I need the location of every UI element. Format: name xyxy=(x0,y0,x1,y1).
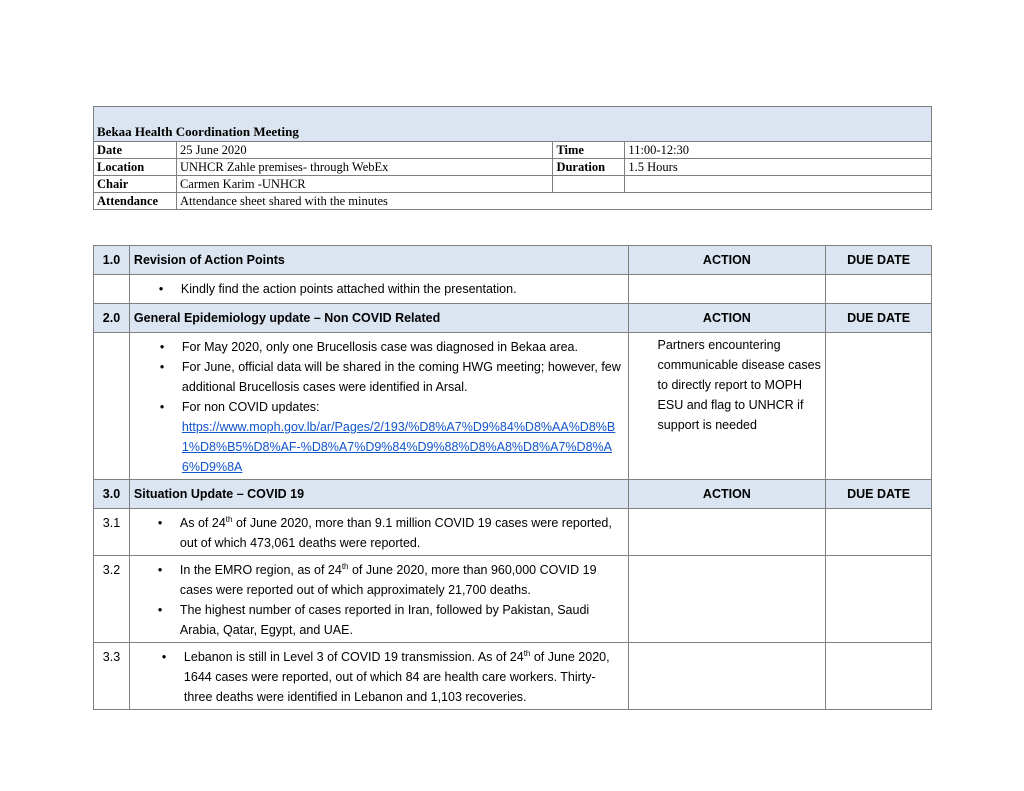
list-item-text: For non COVID updates: xyxy=(181,400,320,414)
action-column-header: ACTION xyxy=(628,246,826,275)
list-item: • Lebanon is still in Level 3 of COVID 19 transmission. As of 24th of June 2020, 1644 cases were reported, out of which 84 are health care workers. Thirty-three deaths were identified in Lebanon and 1,103 recoveries. xyxy=(184,647,624,707)
header-row-chair xyxy=(94,176,932,193)
bullet-list xyxy=(130,513,624,553)
empty-cell xyxy=(553,176,625,193)
location-value: UNHCR Zahle premises- through WebEx xyxy=(176,159,552,176)
due-date-cell xyxy=(826,509,932,556)
duration-label: Duration xyxy=(553,159,625,176)
due-date-cell xyxy=(826,333,932,480)
empty-cell xyxy=(94,275,130,304)
section-content-row xyxy=(94,333,932,480)
time-label: Time xyxy=(553,142,625,159)
row-number: 3.2 xyxy=(94,556,130,643)
list-item: • As of 24th of June 2020, more than 9.1 million COVID 19 cases were reported, out of which 473,061 deaths were reported. xyxy=(180,513,624,553)
meeting-title: Bekaa Health Coordination Meeting xyxy=(94,107,932,142)
row-number: 3.3 xyxy=(94,643,130,710)
table-row xyxy=(94,643,932,710)
header-title-row xyxy=(94,107,932,142)
list-item xyxy=(182,397,624,477)
due-date-column-header: DUE DATE xyxy=(826,480,932,509)
row-content xyxy=(129,643,628,710)
duration-value: 1.5 Hours xyxy=(625,159,932,176)
action-column-header: ACTION xyxy=(628,480,826,509)
bullet-list xyxy=(130,647,624,707)
bullet-list xyxy=(130,279,624,299)
list-item: • For June, official data will be shared in the coming HWG meeting; however, few additional Brucellosis cases were identified in Arsal. xyxy=(182,357,624,397)
header-row-date xyxy=(94,142,932,159)
time-value: 11:00-12:30 xyxy=(625,142,932,159)
empty-cell xyxy=(94,333,130,480)
section-content xyxy=(129,333,628,480)
section-content-row xyxy=(94,275,932,304)
moph-link[interactable]: https://www.moph.gov.lb/ar/Pages/2/193/%D8%A7%D9%84%D8%AA%D8%B1%D8%B5%D8%AF-%D8%A7%D9%84%D9%88%D8%A8%D8%A7%D8%A6%D9%8A xyxy=(181,420,616,474)
table-row xyxy=(94,556,932,643)
due-date-cell xyxy=(826,556,932,643)
section-number: 1.0 xyxy=(94,246,130,275)
list-item: • For May 2020, only one Brucellosis case was diagnosed in Bekaa area. xyxy=(182,337,624,357)
list-item: • The highest number of cases reported in Iran, followed by Pakistan, Saudi Arabia, Qatar, Egypt, and UAE. xyxy=(180,600,624,640)
due-date-column-header: DUE DATE xyxy=(826,304,932,333)
section-content xyxy=(129,275,628,304)
header-row-location xyxy=(94,159,932,176)
list-item: • In the EMRO region, as of 24th of June 2020, more than 960,000 COVID 19 cases were reported out of which approximately 21,700 deaths. xyxy=(180,560,624,600)
attendance-value: Attendance sheet shared with the minutes xyxy=(176,193,931,210)
date-label: Date xyxy=(94,142,177,159)
section-title: Situation Update – COVID 19 xyxy=(129,480,628,509)
action-column-header: ACTION xyxy=(628,304,826,333)
section-header-row xyxy=(94,480,932,509)
list-item: • Kindly find the action points attached within the presentation. xyxy=(181,279,624,299)
location-label: Location xyxy=(94,159,177,176)
row-content xyxy=(129,556,628,643)
meeting-header-table xyxy=(93,106,932,210)
chair-label: Chair xyxy=(94,176,177,193)
section-header-row xyxy=(94,246,932,275)
section-number: 2.0 xyxy=(94,304,130,333)
due-date-cell xyxy=(826,643,932,710)
section-title: General Epidemiology update – Non COVID Related xyxy=(129,304,628,333)
action-cell xyxy=(628,275,826,304)
chair-value: Carmen Karim -UNHCR xyxy=(176,176,552,193)
action-cell xyxy=(628,643,826,710)
table-row xyxy=(94,509,932,556)
due-date-cell xyxy=(826,275,932,304)
bullet-list xyxy=(130,337,624,477)
row-number: 3.1 xyxy=(94,509,130,556)
section-title: Revision of Action Points xyxy=(129,246,628,275)
action-cell xyxy=(628,556,826,643)
action-cell: Partners encountering communicable disease cases to directly report to MOPH ESU and flag to UNHCR if support is needed xyxy=(628,333,826,480)
action-cell xyxy=(628,509,826,556)
minutes-table xyxy=(93,245,932,710)
bullet-list xyxy=(130,560,624,640)
header-row-attendance xyxy=(94,193,932,210)
attendance-label: Attendance xyxy=(94,193,177,210)
date-value: 25 June 2020 xyxy=(176,142,552,159)
empty-cell xyxy=(625,176,932,193)
due-date-column-header: DUE DATE xyxy=(826,246,932,275)
section-header-row xyxy=(94,304,932,333)
row-content xyxy=(129,509,628,556)
section-number: 3.0 xyxy=(94,480,130,509)
